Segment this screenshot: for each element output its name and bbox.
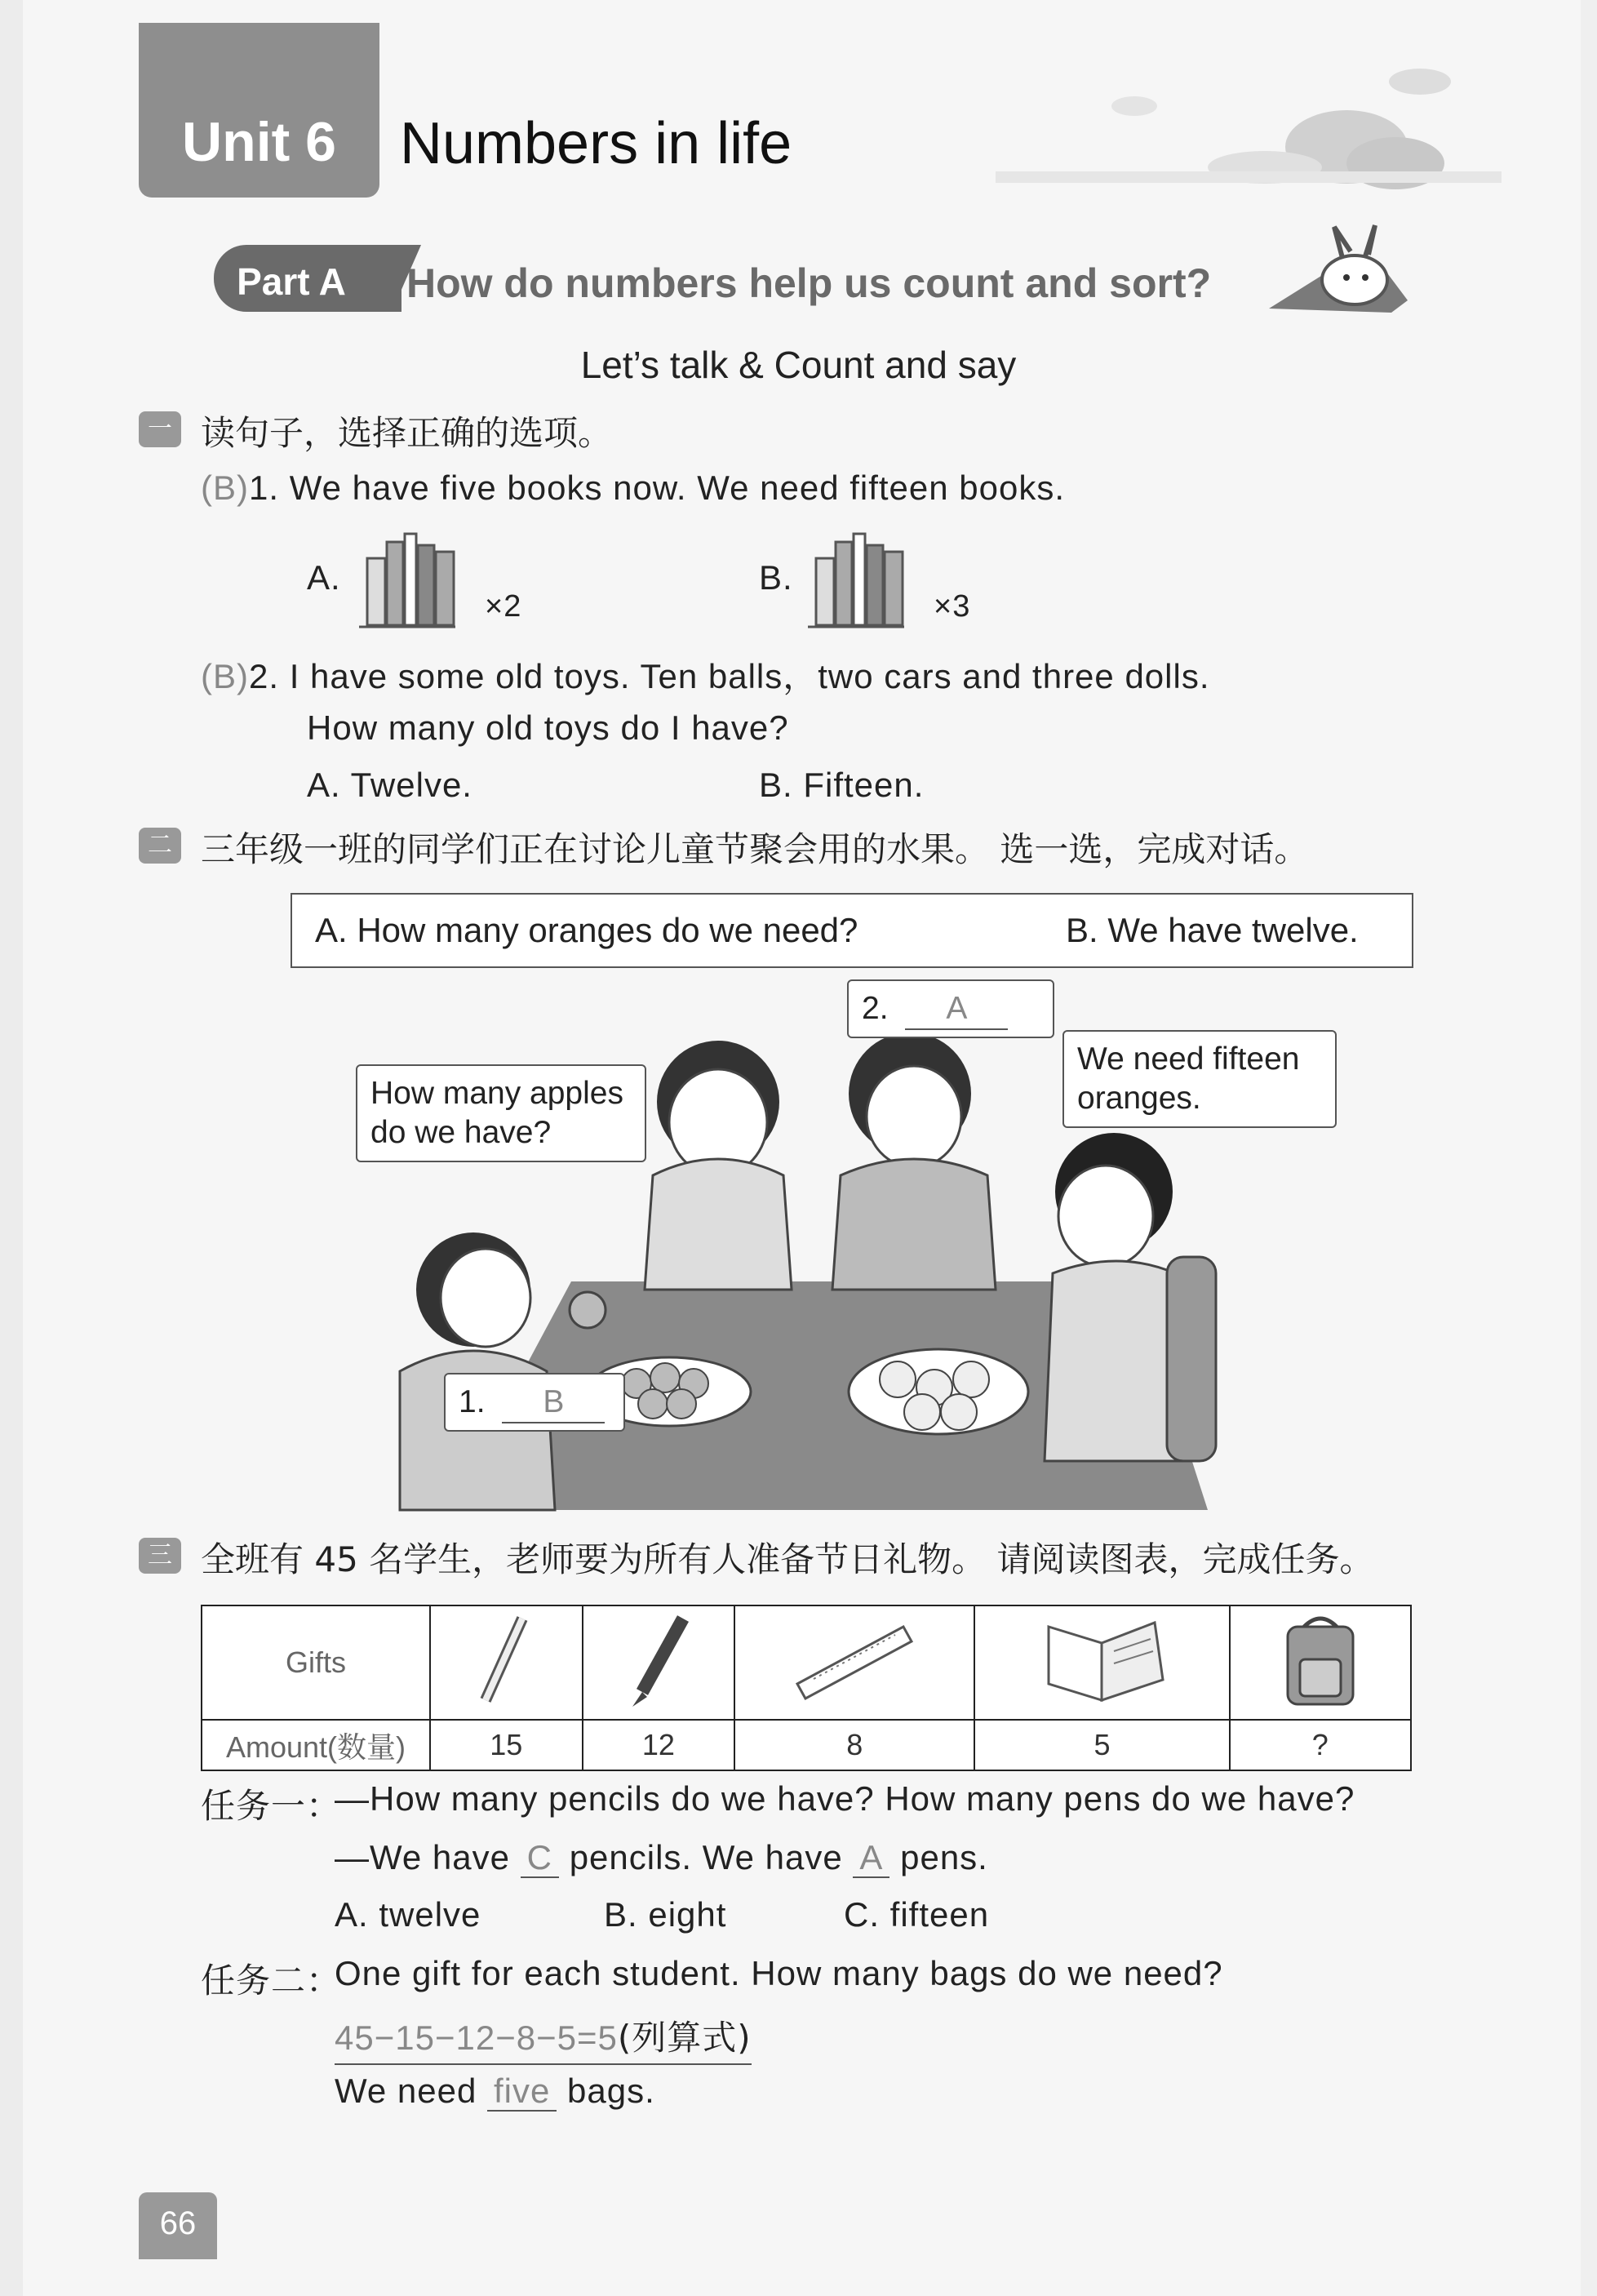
pen-icon <box>618 1610 699 1708</box>
answer-1: B <box>213 469 237 507</box>
amount-ruler: 8 <box>734 1720 974 1770</box>
section-3-title: 全班有 45 名学生，老师要为所有人准备节日礼物。 请阅读图表，完成任务。 <box>201 1539 1374 1579</box>
task-2-formula: 45−15−12−8−5=5 <box>335 2018 618 2057</box>
page-number: 66 <box>159 2205 197 2241</box>
task-1-answer-pre: —We have <box>335 1838 510 1876</box>
task-1-answer-post: pens. <box>900 1838 988 1876</box>
answer-bubble-2 <box>847 979 1054 1038</box>
table-header-amount: Amount(数量) <box>202 1720 430 1770</box>
bag-icon <box>1271 1610 1369 1708</box>
unit-label: Unit 6 <box>182 111 336 173</box>
gift-bag <box>1230 1605 1411 1720</box>
question-1-text: 1. We have five books now. We need fifteen books. <box>249 469 1066 507</box>
amount-bag: ? <box>1230 1720 1411 1770</box>
task-1-blank-2: A <box>853 1838 889 1878</box>
task-1-option-a: A. twelve <box>335 1895 481 1934</box>
unit-title: Numbers in life <box>400 111 792 176</box>
gift-ruler <box>734 1605 974 1720</box>
books-icon <box>359 526 457 632</box>
task-1-answer <box>335 1838 988 1877</box>
table-header-gifts: Gifts <box>202 1605 430 1720</box>
task-1-question: —How many pencils do we have? How many pens do we have? <box>335 1779 1355 1818</box>
speech-bubble-oranges: We need fifteen oranges. <box>1062 1030 1337 1128</box>
books-icon <box>808 526 906 632</box>
task-2-answer-post: bags. <box>567 2072 655 2110</box>
dialogue-option-a: A. How many oranges do we need? <box>315 911 858 949</box>
mascot-icon <box>1269 219 1416 317</box>
task-1-blank-1: C <box>521 1838 559 1878</box>
q1-option-b-label: B. <box>759 558 793 597</box>
task-1-answer-mid: pencils. We have <box>569 1838 843 1876</box>
gift-pencil <box>430 1605 583 1720</box>
task-2-label: 任务二： <box>201 1961 342 2001</box>
section-3-badge: 三 <box>139 1538 181 1574</box>
amount-pen: 12 <box>583 1720 735 1770</box>
answer-bubble-1 <box>444 1373 625 1432</box>
task-2-answer <box>335 2072 655 2111</box>
gift-book <box>974 1605 1229 1720</box>
book-icon <box>1032 1610 1171 1708</box>
section-1-badge: 一 <box>139 411 181 447</box>
section-1-title: 读句子，选择正确的选项。 <box>201 413 613 453</box>
table-row <box>202 1720 1411 1770</box>
blank-1-number: 1. <box>459 1384 486 1419</box>
question-2-text: 2. I have some old toys. Ten balls，two cars and three dolls. <box>249 657 1210 695</box>
q1-option-a-label: A. <box>307 558 341 597</box>
answer-2: B <box>213 657 237 695</box>
gifts-table <box>201 1605 1412 1771</box>
task-1-label: 任务一： <box>201 1786 342 1826</box>
part-question: How do numbers help us count and sort? <box>406 260 1212 306</box>
question-1 <box>201 469 1065 508</box>
question-2-line2: How many old toys do I have? <box>307 708 789 747</box>
q2-option-b: B. Fifteen. <box>759 766 925 804</box>
pencil-icon <box>465 1610 547 1708</box>
lesson-subtitle: Let’s talk & Count and say <box>580 344 1017 386</box>
amount-pencil: 15 <box>430 1720 583 1770</box>
section-2-badge: 二 <box>139 828 181 864</box>
task-2-answer-pre: We need <box>335 2072 477 2110</box>
task-1-option-c: C. fifteen <box>844 1895 990 1934</box>
question-2 <box>201 650 1210 699</box>
task-1-option-b: B. eight <box>604 1895 727 1934</box>
q2-option-a: A. Twelve. <box>307 766 472 804</box>
task-2-formula-line <box>335 2011 752 2065</box>
section-2-title: 三年级一班的同学们正在讨论儿童节聚会用的水果。 选一选，完成对话。 <box>201 829 1309 869</box>
blank-2-answer: A <box>905 989 1008 1030</box>
q1-multiplier-b: ×3 <box>934 589 971 624</box>
clouds-decoration <box>996 49 1502 196</box>
speech-bubble-apples: How many apples do we have? <box>356 1064 646 1162</box>
answer-paren: (B) <box>201 657 250 695</box>
dialogue-option-b: B. We have twelve. <box>1066 911 1359 949</box>
task-2-blank: five <box>487 2072 557 2112</box>
part-label: Part A <box>237 260 346 303</box>
blank-1-answer: B <box>502 1383 605 1423</box>
q1-multiplier-a: ×2 <box>485 589 522 624</box>
task-2-question: One gift for each student. How many bags do we need? <box>335 1954 1223 1992</box>
gift-pen <box>583 1605 735 1720</box>
table-row <box>202 1605 1411 1720</box>
ruler-icon <box>789 1610 920 1708</box>
amount-book: 5 <box>974 1720 1229 1770</box>
task-2-formula-note: (列算式) <box>617 2018 752 2058</box>
blank-2-number: 2. <box>862 991 889 1026</box>
answer-paren: (B) <box>201 469 250 507</box>
